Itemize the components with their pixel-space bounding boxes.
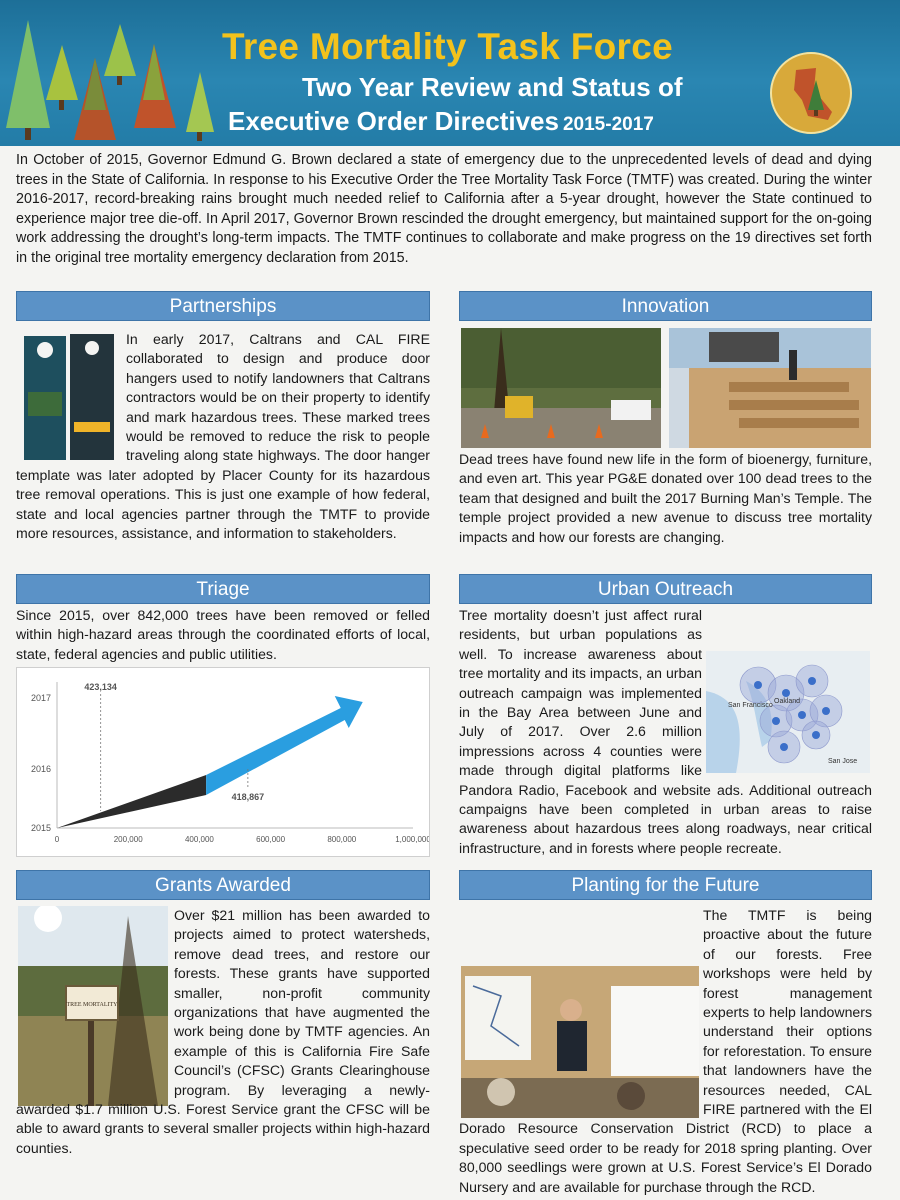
x-tick-label: 800,000 bbox=[327, 835, 357, 844]
section-heading-planting: Planting for the Future bbox=[459, 870, 872, 900]
subtitle-years: 2015-2017 bbox=[562, 114, 654, 135]
bar-series-2016 bbox=[57, 775, 206, 828]
section-heading-grants: Grants Awarded bbox=[16, 870, 430, 900]
section-heading-urban-outreach: Urban Outreach bbox=[459, 574, 872, 604]
section-heading-partnerships: Partnerships bbox=[16, 291, 430, 321]
planting-paragraph: The TMTF is being proactive about the future of our forests. Free workshops were held by forest management experts to help landowners understand their options for reforestation. To ensure that landowners have the resources needed, CAL FIRE partnered with the El Dorado Resource Conservation District (RCD) to place a speculative seed order to be ready for 2018 spring planting. Over 80,000 seedlings were grown at U.S. Forest Service’s El Dorado Nursery and are available for purchase through the RCD. bbox=[459, 907, 872, 1195]
burning-man-temple-photo bbox=[669, 328, 871, 448]
map-spacer bbox=[702, 650, 872, 776]
tree-icon bbox=[6, 20, 50, 140]
tree-removal-photo bbox=[461, 328, 661, 448]
innovation-paragraph: Dead trees have found new life in the form of bioenergy, furniture, and even art. This year PG&E donated over 100 dead trees to the team that designed and built the 2017 Burning Man’s Temple. The temple project provided a new avenue to discuss tree mortality impacts and how our forests are changing. bbox=[459, 451, 872, 545]
sign-spacer bbox=[16, 906, 174, 1100]
page-subtitle-line2 bbox=[228, 106, 654, 137]
tree-icon bbox=[134, 44, 176, 128]
partnerships-paragraph: In early 2017, Caltrans and CAL FIRE collaborated to design and produce door hangers used to notify landowners that Caltrans contractors would be on their property to identify and mark hazardous trees. These marked trees would be removed to reduce the risk to people traveling along state highways. The door hanger template was later adopted by Placer County for its hazardous tree removal operations. This is just one example of how federal, state and local agencies partner through the TMTF to provide more resources, assistance, and information to stakeholders. bbox=[16, 331, 430, 542]
section-heading-triage: Triage bbox=[16, 574, 430, 604]
tree-icon bbox=[46, 45, 78, 110]
y-tick-label: 2015 bbox=[30, 823, 51, 833]
urban-outreach-paragraph: Tree mortality doesn’t just affect rural residents, but urban populations as well. To increase awareness about tree mortality and its impacts, an urban outreach campaign was implemented in the Bay Area between June and July of 2017. Over 2.6 million impressions across 4 counties were made through digital platforms like Pandora Radio, Facebook and website ads. Additional outreach campaigns have been completed in urban areas to raise awareness about hazardous trees along roadways, near critical infrastructure, and in forests where people recreate. bbox=[459, 607, 872, 856]
x-tick-label: 600,000 bbox=[256, 835, 286, 844]
x-tick-label: 1,000,000 bbox=[395, 835, 429, 844]
intro-paragraph: In October of 2015, Governor Edmund G. Brown declared a state of emergency due to the unprecedented levels of dead and dying trees in the State of California. In response to his Executive Order the Tree Mortality Task Force (TMTF) was created. During the winter 2016-2017, record-breaking rains brought much needed relief to California after a 5-year drought, however the State continued to experience major tree die-off. In April 2017, Governor Brown rescinded the drought emergency, but maintained support for the on-going work addressing the drought’s long-term impacts. The TMTF continues to collaborate and make progress on the 19 directives set forth in the original tree mortality emergency declaration from 2015. bbox=[16, 152, 872, 266]
map-label-oakland: Oakland bbox=[774, 698, 801, 705]
workshop-spacer bbox=[459, 964, 703, 1118]
grants-paragraph: Over $21 million has been awarded to projects aimed to protect watersheds, remove dead trees, and restore our forests. These grants have supported smaller, non-profit community organizations that have augmented the work being done by TMTF agencies. An example of this is California Fire Safe Council’s (CFSC) Grants Clearinghouse program. By leveraging a newly-awarded $1.7 million U.S. Forest Service grant the CFSC will be able to award grants to several smaller projects within high-hazard counties. bbox=[16, 907, 430, 1156]
value-label-2017: 423,134 bbox=[84, 682, 117, 692]
header-banner bbox=[0, 0, 900, 146]
partnerships-text bbox=[16, 330, 430, 543]
x-tick-label: 200,000 bbox=[113, 835, 143, 844]
arrow-series-2017 bbox=[206, 696, 363, 795]
image-spacer bbox=[16, 330, 126, 464]
trees-removed-chart bbox=[16, 667, 430, 857]
map-label-san-jose: San Jose bbox=[828, 758, 858, 765]
section-heading-innovation: Innovation bbox=[459, 291, 872, 321]
sign-label: TREE MORTALITY bbox=[66, 1002, 118, 1008]
chart-canvas bbox=[17, 668, 429, 856]
x-tick-label: 0 bbox=[54, 835, 60, 844]
planting-text bbox=[459, 906, 872, 1197]
value-label-2016: 418,867 bbox=[231, 792, 265, 802]
triage-paragraph: Since 2015, over 842,000 trees have been removed or felled within high-hazard areas through the coordinated efforts of local, state, federal agencies and public utilities. bbox=[16, 607, 430, 662]
y-tick-label: 2016 bbox=[30, 764, 51, 774]
task-force-logo-icon bbox=[768, 50, 854, 136]
page-subtitle-line1: Two Year Review and Status of bbox=[302, 72, 683, 102]
map-label-san-francisco: San Francisco bbox=[728, 702, 773, 709]
tree-icon bbox=[104, 24, 136, 85]
tree-icon bbox=[186, 72, 214, 141]
urban-outreach-text bbox=[459, 606, 872, 858]
subtitle-text: Executive Order Directives bbox=[228, 106, 559, 136]
y-tick-label: 2017 bbox=[30, 693, 51, 703]
grants-text bbox=[16, 906, 430, 1158]
tree-illustrations bbox=[0, 0, 230, 146]
page-title: Tree Mortality Task Force bbox=[222, 26, 673, 67]
x-tick-label: 400,000 bbox=[184, 835, 214, 844]
